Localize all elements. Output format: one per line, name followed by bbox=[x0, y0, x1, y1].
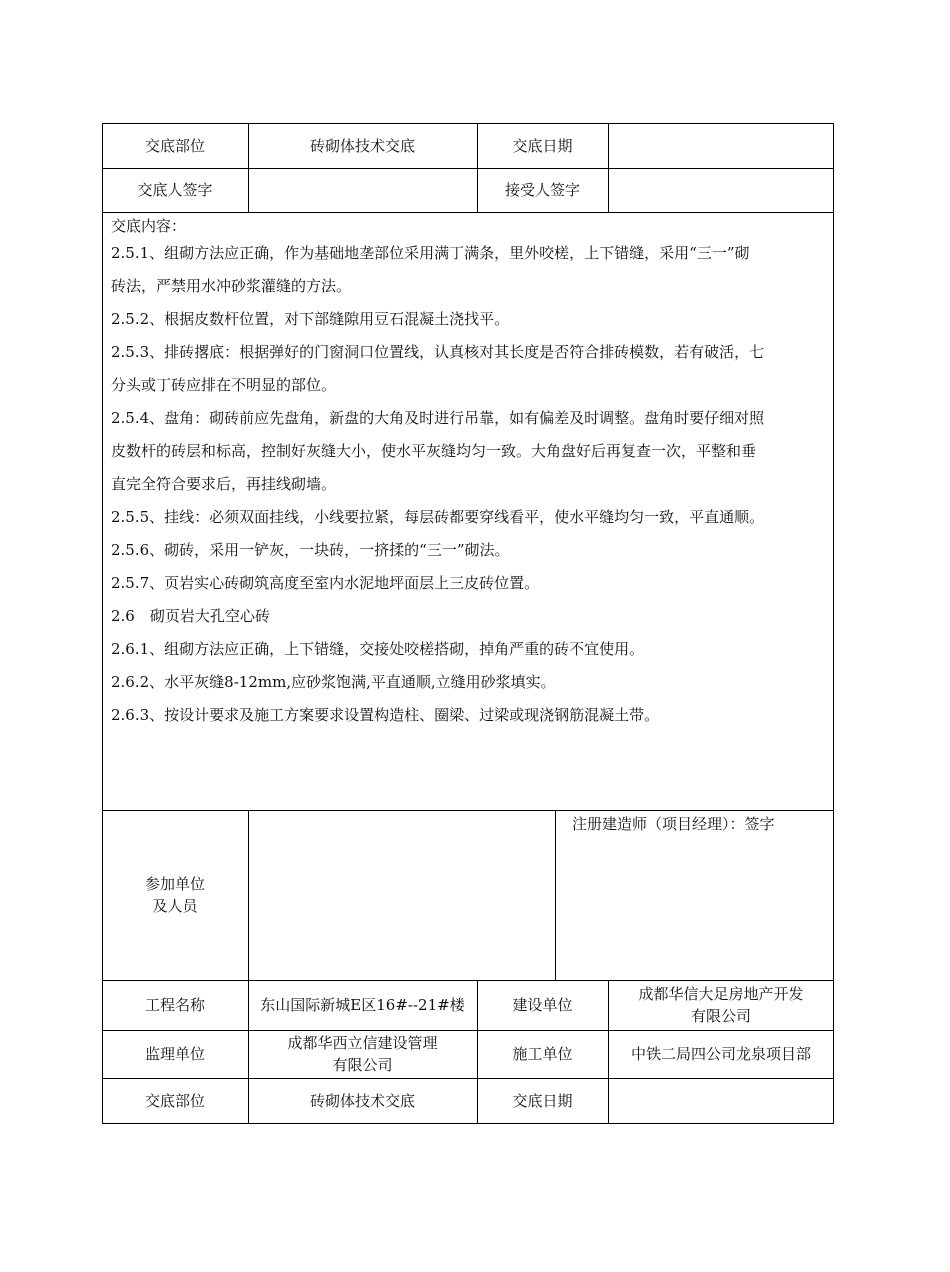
contractor-value: 中铁二局四公司龙泉项目部 bbox=[630, 1045, 811, 1063]
participants-value bbox=[248, 810, 555, 980]
disclosure-date-label: 交底日期 bbox=[512, 136, 573, 155]
footer-disclosure-part-value: 砖砌体技术交底 bbox=[309, 1092, 415, 1110]
content-line: 2.6 砌页岩大孔空心砖 bbox=[111, 607, 270, 625]
content-line: 2.5.7、页岩实心砖砌筑高度至室内水泥地坪面层上三皮砖位置。 bbox=[111, 574, 540, 592]
content-line: 直完全符合要求后，再挂线砌墙。 bbox=[111, 475, 337, 493]
content-line: 2.5.2、根据皮数杆位置，对下部缝隙用豆石混凝土浇找平。 bbox=[111, 310, 510, 328]
project-name-value: 东山国际新城E区16#--21#楼 bbox=[260, 996, 465, 1014]
footer-disclosure-date-value bbox=[608, 1078, 834, 1124]
footer-disclosure-part-label: 交底部位 bbox=[144, 1092, 205, 1110]
content-heading: 交底内容： bbox=[111, 217, 187, 235]
content-line: 2.6.2、水平灰缝8-12mm,应砂浆饱满,平直通顺,立缝用砂浆填实。 bbox=[111, 673, 556, 691]
disclosure-part-label: 交底部位 bbox=[144, 136, 205, 155]
content-line: 砖法，严禁用水冲砂浆灌缝的方法。 bbox=[111, 277, 352, 295]
content-line: 皮数杆的砖层和标高，控制好灰缝大小，使水平灰缝均匀一致。大角盘好后再复查一次，平整和垂 bbox=[111, 442, 757, 460]
discloser-signature-value bbox=[248, 168, 477, 212]
content-line: 2.6.3、按设计要求及施工方案要求设置构造柱、圈梁、过梁或现浇钢筋混凝土带。 bbox=[111, 706, 660, 724]
content-line: 分头或丁砖应排在不明显的部位。 bbox=[111, 376, 337, 394]
builder-label: 建设单位 bbox=[512, 996, 573, 1014]
content-line: 2.5.5、挂线：必须双面挂线，小线要拉紧，每层砖都要穿线看平，使水平缝均匀一致，平直通顺。 bbox=[111, 508, 765, 526]
content-line: 2.6.1、组砌方法应正确，上下错缝，交接处咬槎搭砌，掉角严重的砖不宜使用。 bbox=[111, 640, 645, 658]
footer-disclosure-date-label: 交底日期 bbox=[512, 1092, 573, 1110]
disclosure-date-value bbox=[608, 123, 834, 168]
engineer-signature-label: 注册建造师（项目经理）：签字 bbox=[572, 815, 775, 833]
builder-value: 成都华信大足房地产开发 有限公司 bbox=[638, 985, 804, 1025]
contractor-label: 施工单位 bbox=[512, 1045, 573, 1063]
disclosure-content bbox=[111, 215, 829, 732]
content-line: 2.5.3、排砖撂底：根据弹好的门窗洞口位置线，认真核对其长度是否符合排砖模数，若有破活，七 bbox=[111, 343, 765, 361]
receiver-signature-label: 接受人签字 bbox=[504, 181, 580, 199]
receiver-signature-value bbox=[608, 168, 834, 212]
content-line: 2.5.4、盘角：砌砖前应先盘角，新盘的大角及时进行吊靠，如有偏差及时调整。盘角时要仔细对照 bbox=[111, 409, 765, 427]
content-line: 2.5.6、砌砖，采用一铲灰，一块砖，一挤揉的“三一”砌法。 bbox=[111, 541, 510, 559]
content-line: 2.5.1、组砌方法应正确，作为基础地垄部位采用满丁满条，里外咬槎，上下错缝，采用“三一”砌 bbox=[111, 244, 750, 262]
row-divider bbox=[102, 212, 834, 213]
participants-label: 参加单位 及人员 bbox=[144, 875, 205, 915]
column-divider bbox=[555, 810, 556, 980]
supervisor-value: 成都华西立信建设管理 有限公司 bbox=[287, 1034, 438, 1074]
supervisor-label: 监理单位 bbox=[144, 1045, 205, 1063]
discloser-signature-label: 交底人签字 bbox=[137, 181, 213, 199]
project-name-label: 工程名称 bbox=[144, 996, 205, 1014]
disclosure-part-value: 砖砌体技术交底 bbox=[309, 136, 415, 155]
